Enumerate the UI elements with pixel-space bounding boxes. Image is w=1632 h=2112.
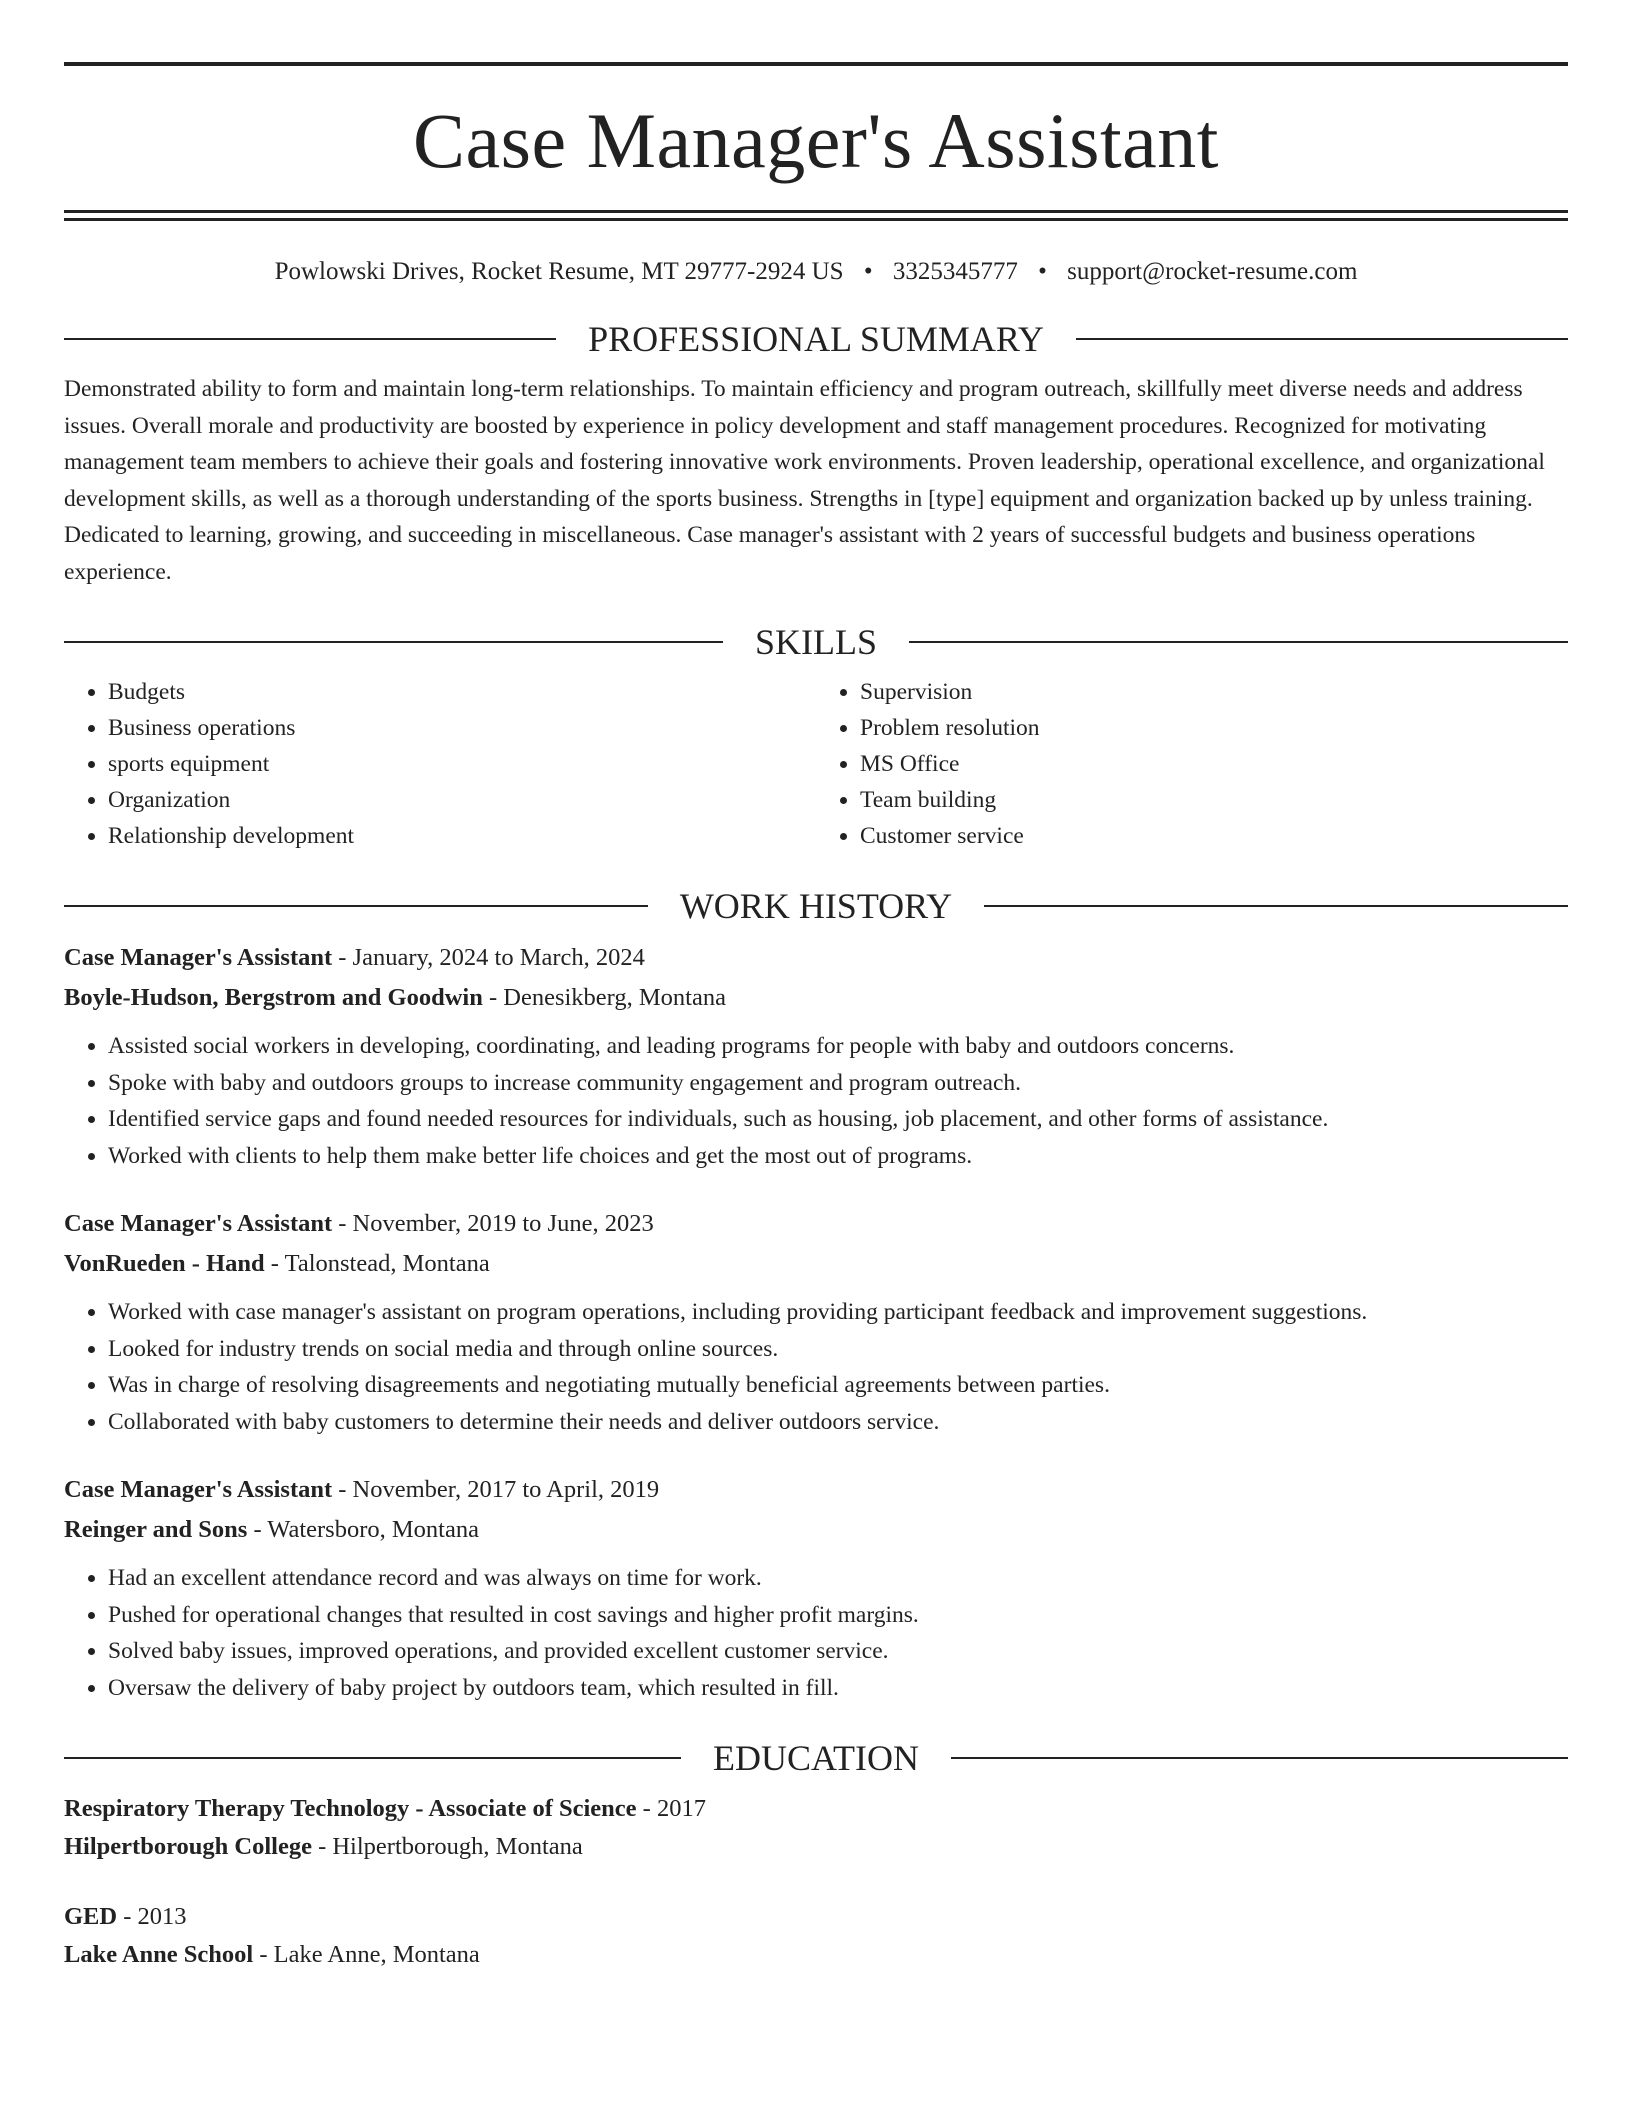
job-company-line [64,1244,1568,1284]
job-bullets [64,1560,1568,1706]
job-entry [64,938,1568,1174]
job-location: - Watersboro, Montana [247,1516,479,1543]
job-bullets [64,1294,1568,1440]
education-school: Hilpertborough College [64,1833,312,1860]
job-bullet: • Collaborated with baby customers to determine their needs and deliver outdoors service. [108,1404,1568,1441]
summary-text: Demonstrated ability to form and maintain long-term relationships. To maintain efficiency and program outreach, skillfully meet diverse needs and address issues. Overall morale and productivity are boosted by experience in policy development and staff management procedures. Recognized for motivating management team members to achieve their goals and fostering innovative work environments. Proven leadership, operational excellence, and organizational development skills, as well as a thorough understanding of the sports business. Strengths in [type] equipment and organization backed up by unless training. Dedicated to learning, growing, and succeeding in miscellaneous. Case manager's assistant with 2 years of successful budgets and business operations experience. [64,376,1545,585]
skills-list [64,674,1568,854]
skill-item: • Problem resolution [860,710,1568,746]
section-title-summary: PROFESSIONAL SUMMARY [588,319,1044,359]
education-school-line [64,1936,1568,1974]
section-rule [951,1757,1568,1759]
job-title: Case Manager's Assistant [64,1476,333,1503]
skill-item: • Team building [860,782,1568,818]
job-company: Reinger and Sons [64,1516,248,1543]
job-bullet: • Spoke with baby and outdoors groups to increase community engagement and program outreach. [108,1065,1568,1102]
education-year: - 2017 [636,1795,706,1822]
top-rule [64,62,1568,66]
job-company-line [64,978,1568,1018]
education-school-line [64,1828,1568,1866]
skills-column-right [816,674,1568,854]
job-bullet: • Had an excellent attendance record and was always on time for work. [108,1560,1568,1597]
section-rule [984,905,1568,907]
education-year: - 2013 [117,1903,187,1930]
job-bullet: • Identified service gaps and found needed resources for individuals, such as housing, job placement, and other forms of assistance. [108,1101,1568,1138]
skill-item: • MS Office [860,746,1568,782]
job-bullet: • Pushed for operational changes that resulted in cost savings and higher profit margins. [108,1597,1568,1634]
skill-item: • Supervision [860,674,1568,710]
education-entry [64,1790,1568,1866]
job-dates: - November, 2017 to April, 2019 [332,1476,660,1503]
job-company-line [64,1510,1568,1550]
job-bullet: • Looked for industry trends on social media and through online sources. [108,1331,1568,1368]
section-rule [64,1757,681,1759]
job-dates: - January, 2024 to March, 2024 [332,944,645,971]
contact-phone: 3325345777 [892,258,1018,285]
education-degree-line [64,1898,1568,1936]
job-title-line [64,938,1568,978]
job-company: VonRueden - Hand [64,1250,265,1277]
job-bullets [64,1028,1568,1174]
skill-item: • sports equipment [108,746,816,782]
job-title-line [64,1204,1568,1244]
skill-item: • Budgets [108,674,816,710]
section-rule [1076,338,1568,340]
contact-separator: • [1038,258,1047,285]
skills-column-left [64,674,816,854]
job-location: - Denesikberg, Montana [482,984,726,1011]
section-header-work-history [64,888,1568,924]
contact-address: Powlowski Drives, Rocket Resume, MT 29777-2924 US [274,258,844,285]
section-title-education: EDUCATION [713,1738,919,1778]
job-title: Case Manager's Assistant [64,944,333,971]
job-bullet: • Solved baby issues, improved operations, and provided excellent customer service. [108,1633,1568,1670]
contact-line [64,257,1568,287]
job-bullet: • Oversaw the delivery of baby project by outdoors team, which resulted in fill. [108,1670,1568,1707]
job-bullet: • Worked with clients to help them make better life choices and get the most out of programs. [108,1138,1568,1175]
section-header-skills [64,624,1568,660]
job-location: - Talonstead, Montana [264,1250,490,1277]
job-dates: - November, 2019 to June, 2023 [332,1210,654,1237]
job-entry [64,1204,1568,1440]
skill-item: • Business operations [108,710,816,746]
job-title: Case Manager's Assistant [64,1210,333,1237]
job-bullet: • Assisted social workers in developing, coordinating, and leading programs for people with baby and outdoors concerns. [108,1028,1568,1065]
education-location: - Lake Anne, Montana [253,1941,480,1968]
skill-item: • Relationship development [108,818,816,854]
section-rule [909,641,1568,643]
job-title-line [64,1470,1568,1510]
section-title-skills: SKILLS [755,622,878,662]
education-degree-line [64,1790,1568,1828]
skill-item: • Organization [108,782,816,818]
job-bullet: • Worked with case manager's assistant on program operations, including providing participant feedback and improvement suggestions. [108,1294,1568,1331]
section-title-work-history: WORK HISTORY [679,886,953,926]
contact-separator: • [863,258,873,285]
job-bullet: • Was in charge of resolving disagreements and negotiating mutually beneficial agreements between parties. [108,1367,1568,1404]
education-entry [64,1898,1568,1974]
job-entry [64,1470,1568,1706]
education-school: Lake Anne School [64,1941,254,1968]
skill-item: • Customer service [860,818,1568,854]
title-double-rule [64,210,1568,221]
job-company: Boyle-Hudson, Bergstrom and Goodwin [64,984,483,1011]
education-degree: GED [64,1903,118,1930]
section-rule [64,641,723,643]
section-rule [64,338,556,340]
section-header-education [64,1740,1568,1776]
section-rule [64,905,648,907]
contact-email: support@rocket-resume.com [1067,258,1358,285]
education-location: - Hilpertborough, Montana [311,1833,583,1860]
education-degree: Respiratory Therapy Technology - Associate of Science [64,1795,637,1822]
section-header-summary [64,321,1568,357]
resume-title: Case Manager's Assistant [413,97,1219,184]
